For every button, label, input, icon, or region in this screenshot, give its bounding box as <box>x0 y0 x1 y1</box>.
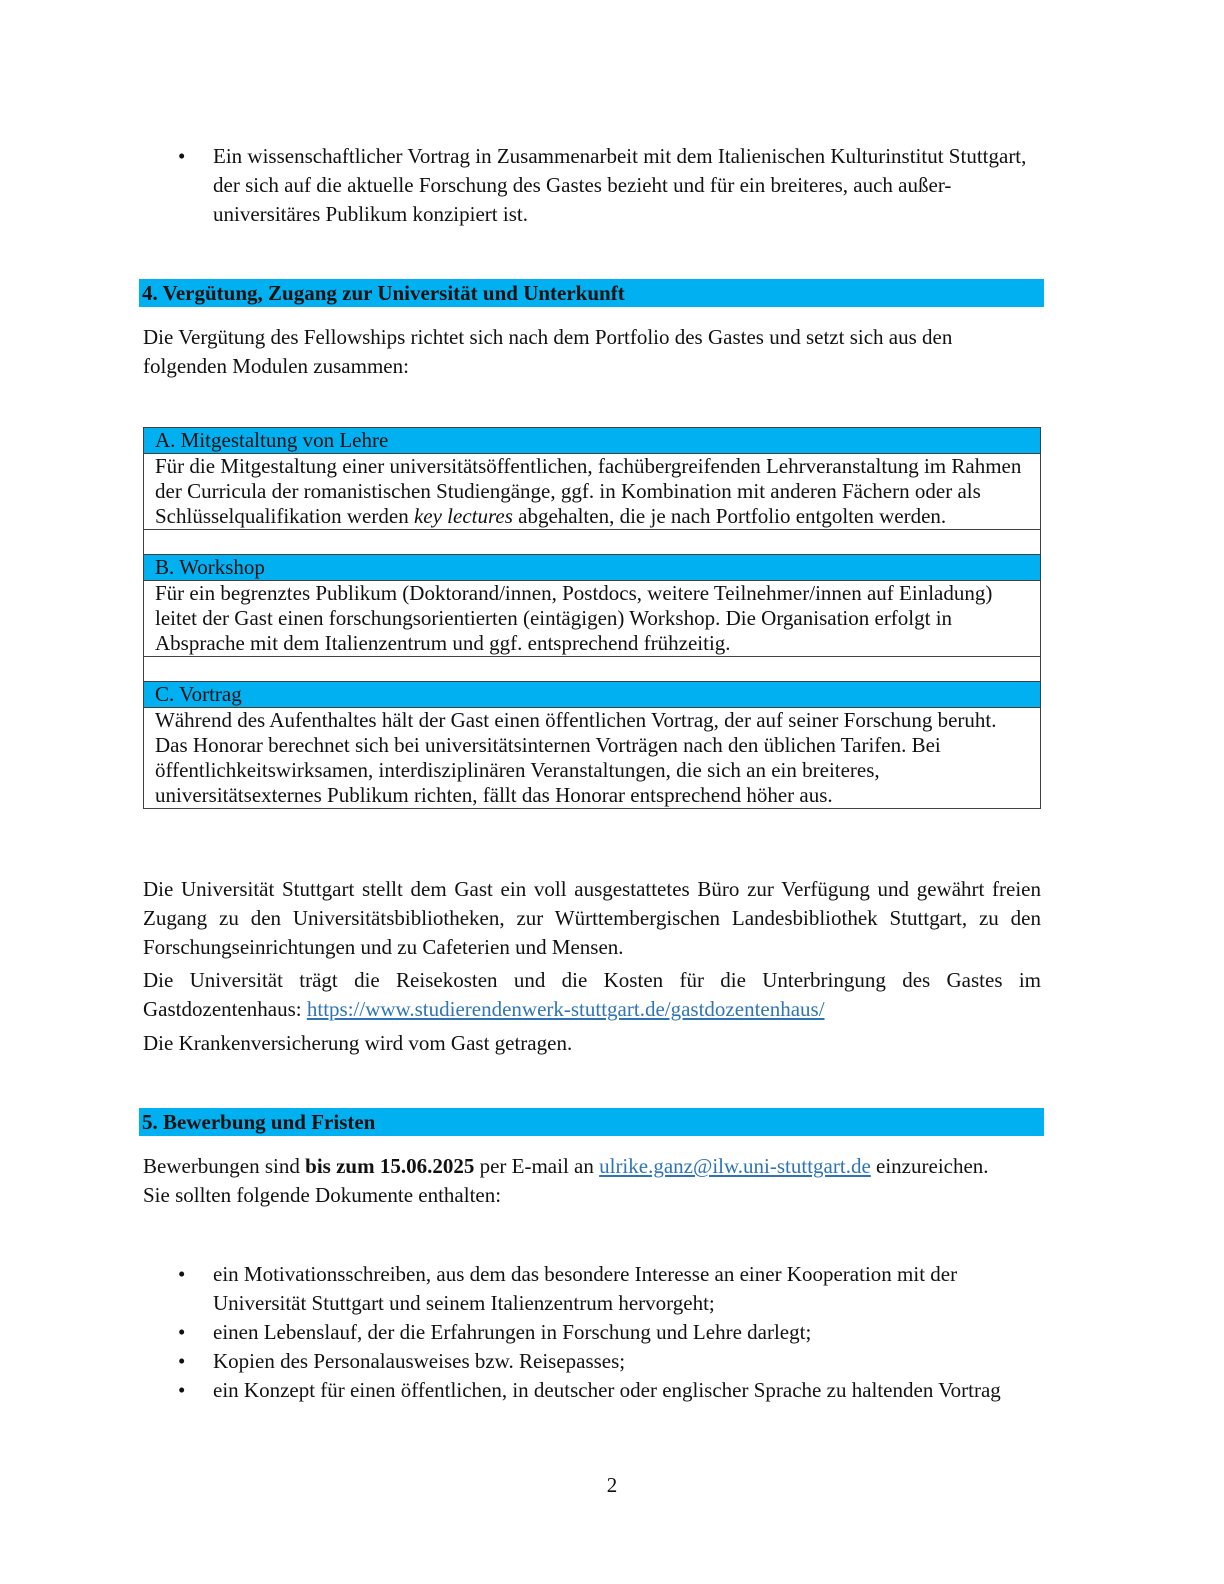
module-a-title: A. Mitgestaltung von Lehre <box>144 428 1041 454</box>
module-a-body-row <box>144 454 1041 530</box>
bullet-icon: • <box>178 1378 186 1402</box>
bullet-icon: • <box>178 1349 186 1373</box>
table-spacer-row <box>144 530 1041 555</box>
list-item: • Kopien des Personalausweises bzw. Reisepasses; <box>178 1347 1048 1376</box>
intro-bullet-list <box>178 142 1038 229</box>
page-number: 2 <box>606 1473 618 1497</box>
application-paragraph: Bewerbungen sind bis zum 15.06.2025 per E-mail an ulrike.ganz@ilw.uni-stuttgart.de einzureichen. Sie sollten folgende Dokumente enthalten: <box>143 1154 989 1207</box>
module-b-title: B. Workshop <box>144 555 1041 581</box>
section-4-heading: 4. Vergütung, Zugang zur Universität und Unterkunft <box>139 279 1044 307</box>
key-lectures-term: key lectures <box>413 504 513 528</box>
travel-paragraph: Die Universität trägt die Reisekosten und die Kosten für die Unterbringung des Gastes im Gastdozentenhaus: https://www.studierendenwerk-stuttgart.de/gastdozentenhaus/ <box>143 968 1041 1021</box>
module-a-header-row <box>144 428 1041 454</box>
bullet-icon: • <box>178 1262 186 1286</box>
insurance-paragraph: Die Krankenversicherung wird vom Gast getragen. <box>143 1031 573 1055</box>
documents-intro: Sie sollten folgende Dokumente enthalten: <box>143 1183 502 1207</box>
list-item: • einen Lebenslauf, der die Erfahrungen in Forschung und Lehre darlegt; <box>178 1318 1048 1347</box>
modules-table <box>143 427 1041 809</box>
gastdozentenhaus-link[interactable]: https://www.studierendenwerk-stuttgart.de/gastdozentenhaus/ <box>306 997 825 1021</box>
section-5-heading: 5. Bewerbung und Fristen <box>139 1108 1044 1136</box>
module-c-text: Während des Aufenthaltes hält der Gast einen öffentlichen Vortrag, der auf seiner Forschung beruht. Das Honorar berechnet sich bei universitätsinternen Vorträgen nach den üblichen Tarifen. Bei öffentlichkeitswirksamen, interdisziplinären Veranstaltungen, die sich an ein breiteres, universitätsexternes Publikum richten, fällt das Honorar entsprechend höher aus. <box>144 708 1041 809</box>
list-item <box>178 142 1038 229</box>
bullet-icon: • <box>178 1320 186 1344</box>
module-c-title: C. Vortrag <box>144 682 1041 708</box>
list-item: • ein Motivationsschreiben, aus dem das besondere Interesse an einer Kooperation mit der Universität Stuttgart und seinem Italienzentrum hervorgeht; <box>178 1262 958 1315</box>
module-c-header-row <box>144 682 1041 708</box>
list-item: • ein Konzept für einen öffentlichen, in deutscher oder englischer Sprache zu haltenden Vortrag <box>178 1376 1048 1405</box>
bullet-icon: • <box>178 144 186 168</box>
intro-bullet-text: Ein wissenschaftlicher Vortrag in Zusammenarbeit mit dem Italienischen Kulturinstitut Stuttgart, der sich auf die aktuelle Forschung des Gastes bezieht und für ein breiteres, auch außer-universitäres Publikum konzipiert ist. <box>213 144 1027 226</box>
table-spacer-row <box>144 657 1041 682</box>
module-b-text: Für ein begrenztes Publikum (Doktorand/innen, Postdocs, weitere Teilnehmer/innen auf Einladung) leitet der Gast einen forschungsorientierten (eintägigen) Workshop. Die Organisation erfolgt in Absprache mit dem Italienzentrum und ggf. entsprechend frühzeitig. <box>144 581 1041 657</box>
module-a-text: Für die Mitgestaltung einer universitätsöffentlichen, fachübergreifenden Lehrveranstaltung im Rahmen der Curricula der romanistischen Studiengänge, ggf. in Kombination mit anderen Fächern oder als Schlüsselqualifikation werden key lectures abgehalten, die je nach Portfolio entgolten werden. <box>144 454 1041 530</box>
email-link[interactable]: ulrike.ganz@ilw.uni-stuttgart.de <box>599 1154 871 1178</box>
module-c-body-row <box>144 708 1041 809</box>
documents-list <box>178 1260 1048 1405</box>
module-b-header-row <box>144 555 1041 581</box>
access-paragraph: Die Universität Stuttgart stellt dem Gast ein voll ausgestattetes Büro zur Verfügung und gewährt freien Zugang zu den Universitätsbibliotheken, zur Württembergischen Landesbibliothek Stuttgart, zu den Forschungseinrichtungen und zu Cafeterien und Mensen. <box>143 877 1041 959</box>
deadline-text: bis zum 15.06.2025 <box>305 1154 475 1178</box>
module-b-body-row <box>144 581 1041 657</box>
section-4-intro: Die Vergütung des Fellowships richtet sich nach dem Portfolio des Gastes und setzt sich aus den folgenden Modulen zusammen: <box>143 325 953 378</box>
